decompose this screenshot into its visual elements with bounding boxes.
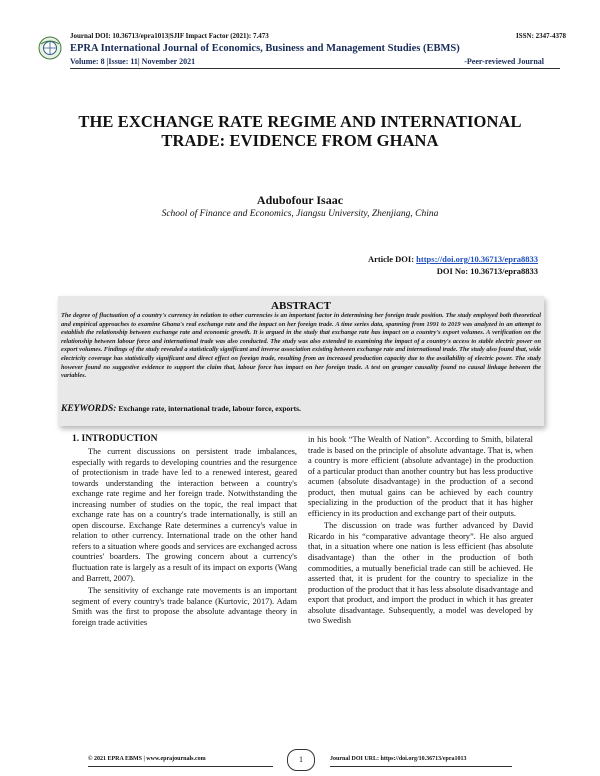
doi-number: DOI No: 10.36713/epra8833 — [436, 266, 538, 276]
abstract-box — [58, 296, 544, 426]
article-doi-block — [368, 253, 538, 277]
article-doi-line — [368, 253, 538, 265]
footer-journal-url: Journal DOI URL: https://doi.org/10.36713/epra1013 — [330, 756, 467, 762]
keywords-line — [61, 404, 301, 414]
header-volume: Volume: 8 |Issue: 11| November 2021 — [70, 57, 196, 66]
article-doi-link[interactable]: https://doi.org/10.36713/epra8833 — [416, 254, 538, 264]
footer-rule-left — [88, 766, 273, 767]
keywords-label: KEYWORDS: — [61, 404, 117, 414]
keywords-text: Exchange rate, international trade, labour force, exports. — [116, 404, 301, 413]
intro-paragraph-4: The discussion on trade was further advanced by David Ricardo in his “comparative advantage theory”. He also argued that, in a situation where one nation is less efficient (has absolute disadvantage) than the other in the production of both commodities, a mutually beneficial trade can still be achieved. He asserted that, it is prudent for the country to specialize in the production of the product that it has less absolute disadvantage and export that product, and import the product in which it has greater absolute disadvantage. Subsequently, a model was developed by two Swedish — [308, 521, 533, 626]
abstract-text: The degree of fluctuation of a country's currency in relation to other currencies is an important factor in determining her foreign trade position. The study employed both theoretical and empirical approaches to examine Ghana's real exchange rate and the impact on her foreign trade. A time series data, spanning from 1991 to 2019 was analyzed in an attempt to establish the relationship between exchange rate and economic growth. It is argued in the study that exchange rate has impact on a country's export volumes. A verification on the relationship between labour force and international trade was also conducted. The study was also extended to examining the impact of a country's access to stable electric power on export volumes. Findings of the study revealed a statistically significant and inverse association existing between exchange rate and international trade. The study also found that, wide electricity coverage has statistically significant and direct effect on foreign trade, resulting from an increased production capacity due to the availability of electric power. The study however found no suggestive evidence to support the claim that, labour force has impact on her foreign trade. A test on granger causality found no causal linkage between the variables. — [61, 312, 541, 380]
header-issn: ISSN: 2347-4378 — [516, 32, 566, 40]
paper-title-line-1: THE EXCHANGE RATE REGIME AND INTERNATIONAL — [78, 112, 522, 131]
intro-paragraph-1: The current discussions on persistent trade imbalances, especially with regards to developing countries and the resurgence of protectionism in trade have led to a renewed interest, geared towards understanding the interaction between a country's exchange rate regime and her foreign trade. Notwithstanding the increasing number of studies on the topic, the real impact that exchange rate has on a country's trade internationally, is still an open discourse. Exchange Rate determines a currency's value in relation to other currency. International trade on the other hand refers to a situation where goods and services are exchanged across countries' boarders. The growing concern about a currency's fluctuation rate is largely as a result of its impact on exports (Wang and Barrett, 2007). — [72, 447, 297, 583]
journal-title: EPRA International Journal of Economics, Business and Management Studies (EBMS) — [70, 43, 460, 54]
epra-globe-logo-icon — [38, 36, 62, 60]
footer-rule-right — [330, 766, 512, 767]
header-volume-line — [70, 57, 544, 66]
author-affiliation: School of Finance and Economics, Jiangsu University, Zhenjiang, China — [161, 209, 439, 219]
page-footer — [0, 754, 600, 770]
intro-paragraph-2: The sensitivity of exchange rate movements is an important segment of every country's trade balance (Kurtovic, 2017). Adam Smith was the first to propose the absolute advantage theory in foreign trade activities — [72, 586, 297, 627]
paper-title — [40, 112, 560, 150]
body-column-left — [72, 447, 297, 628]
journal-header — [38, 10, 566, 74]
page-number: 1 — [287, 749, 315, 771]
article-doi-label: Article DOI: — [368, 254, 417, 264]
abstract-heading: ABSTRACT — [271, 300, 331, 312]
body-column-right — [308, 435, 533, 627]
author-name: Adubofour Isaac — [256, 193, 344, 207]
header-meta-line — [70, 32, 566, 40]
section-heading-introduction: 1. INTRODUCTION — [72, 434, 158, 444]
footer-copyright: © 2021 EPRA EBMS | www.eprajournals.com — [88, 756, 206, 762]
header-rule — [70, 68, 560, 69]
header-review: -Peer-reviewed Journal — [464, 57, 544, 66]
header-doi-impact: Journal DOI: 10.36713/epra1013|SJIF Impact Factor (2021): 7.473 — [70, 32, 269, 40]
intro-paragraph-3: in his book “The Wealth of Nation”. According to Smith, bilateral trade is based on the principle of absolute advantage. That is, when a country is more efficient (absolute advantage) in the production of a particular product than another country but has less productive acumen (absolute disadvantage) in the production of a second product, then mutual gains can be achieved by each country specializing in the production of the product that it has higher efficiency in its production and exchange part of their outputs. — [308, 435, 533, 518]
paper-title-line-2: TRADE: EVIDENCE FROM GHANA — [161, 131, 439, 150]
